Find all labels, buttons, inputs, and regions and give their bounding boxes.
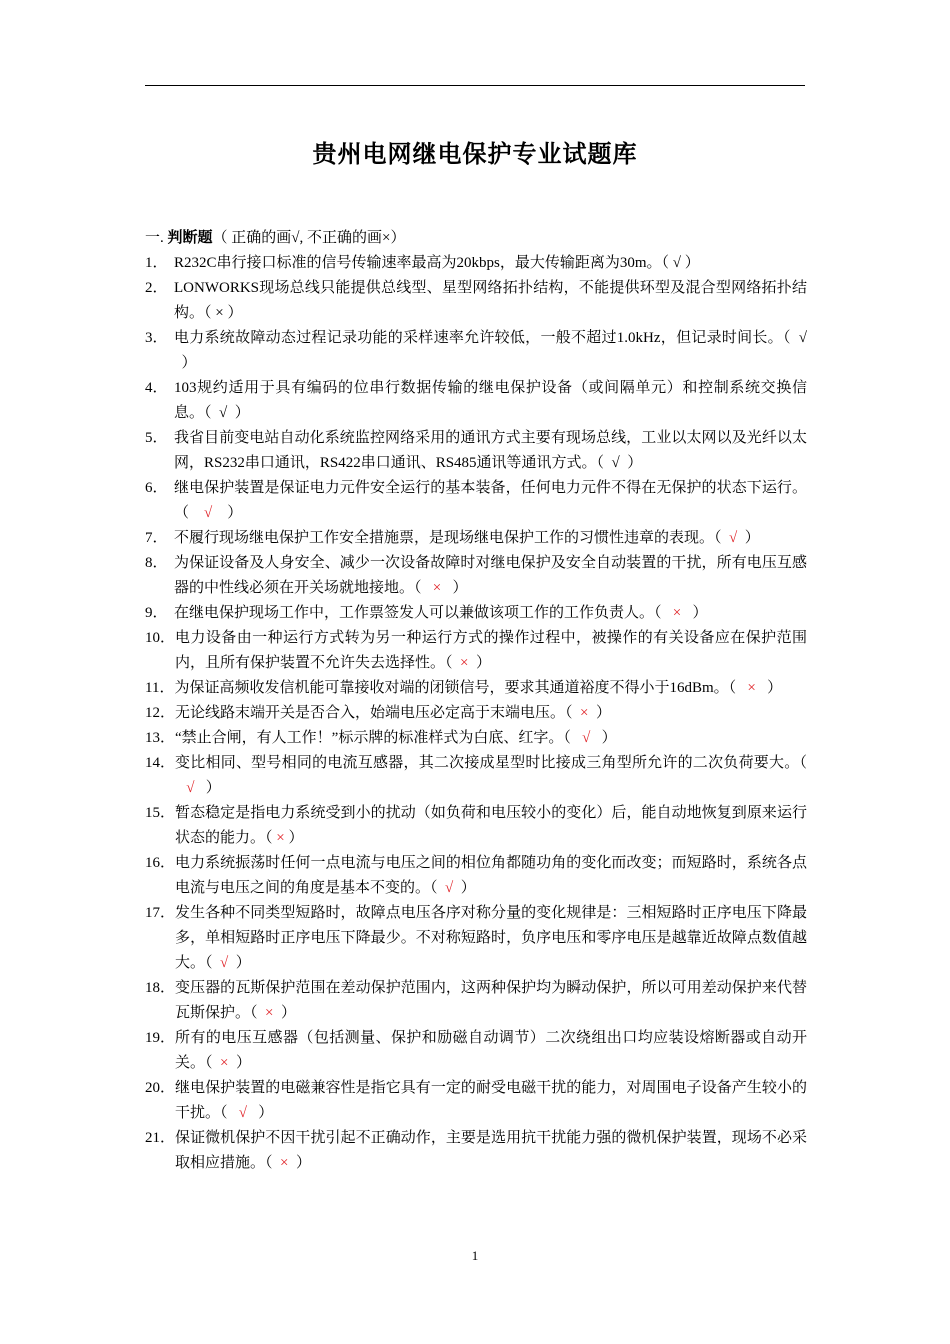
item-statement: “禁止合闸，有人工作！”标示牌的标准样式为白底、红字。（ <box>175 730 571 746</box>
answer-bracket-close: ） <box>235 955 251 971</box>
cross-mark-icon: × <box>432 580 442 596</box>
list-item <box>145 601 807 626</box>
item-statement: 变压器的瓦斯保护范围在差动保护范围内，这两种保护均为瞬动保护，所以可用差动保护来代替瓦斯保护。（ <box>175 980 807 1021</box>
item-text <box>174 276 807 326</box>
list-item <box>145 1126 807 1176</box>
item-text <box>175 801 807 851</box>
check-mark-icon: √ <box>238 1105 248 1121</box>
list-item <box>145 976 807 1026</box>
item-statement: 继电保护装置是保证电力元件安全运行的基本装备，任何电力元件不得在无保护的状态下运行。（ <box>174 480 807 521</box>
list-item <box>145 426 807 476</box>
answer-padding <box>737 530 745 546</box>
item-statement: 无论线路末端开关是否合入，始端电压必定高于末端电压。（ <box>175 705 573 721</box>
item-text <box>174 476 807 526</box>
answer-padding <box>212 505 227 521</box>
header-rule <box>145 85 805 86</box>
answer-padding <box>212 405 220 421</box>
item-text <box>175 751 807 801</box>
item-text <box>175 901 807 976</box>
item-number: 20． <box>145 1080 176 1096</box>
list-item <box>145 276 807 326</box>
item-statement: 电力设备由一种运行方式转为另一种运行方式的操作过程中，被操作的有关设备应在保护范围内，且所有保护装置不允许失去选择性。（ <box>175 630 807 671</box>
item-text <box>175 976 807 1026</box>
section-label: 判断题 <box>167 230 213 246</box>
item-number: 10． <box>145 630 176 646</box>
answer-bracket-close: ） <box>205 780 221 796</box>
list-item <box>145 551 807 601</box>
cross-mark-icon: × <box>460 655 469 671</box>
item-text <box>174 376 807 426</box>
list-item <box>145 701 807 726</box>
list-item <box>145 326 807 376</box>
check-mark-icon: √ <box>204 505 213 521</box>
item-text <box>175 1026 807 1076</box>
check-mark-icon: √ <box>445 880 454 896</box>
answer-padding <box>289 1155 297 1171</box>
check-mark-icon: √ <box>672 255 682 271</box>
item-statement: 变比相同、型号相同的电流互感器，其二次接成星型时比接成三角型所允许的二次负荷要大。（ <box>175 755 807 771</box>
check-mark-icon: √ <box>729 530 738 546</box>
question-list <box>145 251 807 1176</box>
answer-bracket-close: ） <box>684 255 700 271</box>
answer-bracket-close: ） <box>452 580 468 596</box>
item-number: 3． <box>145 330 168 346</box>
item-text <box>175 626 807 676</box>
cross-mark-icon: × <box>220 1055 229 1071</box>
answer-padding <box>189 505 204 521</box>
check-mark-icon: √ <box>186 780 195 796</box>
list-item <box>145 676 807 701</box>
answer-bracket-close: ） <box>181 355 197 371</box>
list-item <box>145 1076 807 1126</box>
list-item <box>145 851 807 901</box>
item-text <box>174 426 807 476</box>
check-mark-icon: √ <box>611 455 620 471</box>
item-number: 21． <box>145 1130 176 1146</box>
item-text <box>175 1076 807 1126</box>
item-statement: LONWORKS现场总线只能提供总线型、星型网络拓扑结构，不能提供环型及混合型网络拓扑结构。（ <box>174 280 807 321</box>
cross-mark-icon: × <box>747 680 756 696</box>
item-text <box>174 526 807 551</box>
list-item <box>145 801 807 851</box>
answer-padding <box>258 1005 266 1021</box>
answer-padding <box>756 680 767 696</box>
answer-bracket-close: ） <box>476 655 492 671</box>
item-text <box>174 551 807 601</box>
answer-padding <box>228 955 236 971</box>
item-number: 14． <box>145 755 176 771</box>
item-statement: 所有的电压互感器（包括测量、保护和励磁自动调节）二次绕组出口均应装设熔断器或自动开关。（ <box>175 1030 807 1071</box>
list-item <box>145 901 807 976</box>
section-note: （ 正确的画√, 不正确的画×） <box>212 230 406 246</box>
item-number: 4． <box>145 380 168 396</box>
check-mark-icon: √ <box>798 330 808 346</box>
answer-padding <box>453 655 461 671</box>
answer-padding <box>573 705 581 721</box>
item-statement: R232C串行接口标准的信号传输速率最高为20kbps，最大传输距离为30m。（ <box>174 255 670 271</box>
answer-bracket-close: ） <box>601 730 617 746</box>
cross-mark-icon: × <box>215 305 224 321</box>
section-number: 一. <box>145 230 164 246</box>
item-statement: 保证微机保护不因干扰引起不正确动作，主要是选用抗干扰能力强的微机保护装置，现场不必采取相应措施。（ <box>175 1130 807 1171</box>
cross-mark-icon: × <box>672 605 682 621</box>
answer-bracket-close: ） <box>627 455 643 471</box>
answer-padding <box>228 1105 239 1121</box>
answer-padding <box>469 655 477 671</box>
answer-padding <box>213 1055 221 1071</box>
item-number: 2． <box>145 280 168 296</box>
document-body <box>145 226 807 1176</box>
item-number: 7． <box>145 530 168 546</box>
answer-padding <box>589 705 597 721</box>
answer-bracket-close: ） <box>296 1155 312 1171</box>
item-text <box>175 726 807 751</box>
answer-bracket-close: ） <box>288 830 304 846</box>
item-statement: 103规约适用于具有编码的位串行数据传输的继电保护设备（或间隔单元）和控制系统交换信息。（ <box>174 380 807 421</box>
answer-padding <box>195 780 206 796</box>
answer-padding <box>229 1055 237 1071</box>
answer-padding <box>213 955 221 971</box>
list-item <box>145 251 807 276</box>
answer-padding <box>662 605 673 621</box>
cross-mark-icon: × <box>280 1155 289 1171</box>
answer-bracket-close: ） <box>258 1105 274 1121</box>
answer-padding <box>247 1105 258 1121</box>
answer-bracket-close: ） <box>692 605 708 621</box>
item-number: 6． <box>145 480 168 496</box>
answer-padding <box>590 730 601 746</box>
page-title: 贵州电网继电保护专业试题库 <box>312 140 638 168</box>
item-statement: 继电保护装置的电磁兼容性是指它具有一定的耐受电磁干扰的能力，对周围电子设备产生较小的干扰。（ <box>175 1080 807 1121</box>
section-heading <box>145 226 807 251</box>
answer-bracket-close: ） <box>234 405 250 421</box>
answer-padding <box>174 355 182 371</box>
item-statement: 发生各种不同类型短路时，故障点电压各序对称分量的变化规律是：三相短路时正序电压下降最多，单相短路时正序电压下降最少。不对称短路时，负序电压和零序电压是越靠近故障点数值越大。（ <box>175 905 807 971</box>
list-item <box>145 476 807 526</box>
answer-padding <box>681 605 692 621</box>
item-number: 13． <box>145 730 176 746</box>
answer-bracket-close: ） <box>460 880 476 896</box>
check-mark-icon: √ <box>220 955 229 971</box>
item-text <box>174 601 807 626</box>
answer-padding <box>441 580 452 596</box>
item-number: 1． <box>145 255 168 271</box>
answer-bracket-close: ） <box>767 680 783 696</box>
item-number: 9． <box>145 605 168 621</box>
answer-padding <box>422 580 433 596</box>
item-statement: 在继电保护现场工作中，工作票签发人可以兼做该项工作的工作负责人。（ <box>174 605 662 621</box>
cross-mark-icon: × <box>265 1005 274 1021</box>
item-number: 12． <box>145 705 176 721</box>
list-item <box>145 526 807 551</box>
answer-bracket-close: ） <box>596 705 612 721</box>
answer-bracket-close: ） <box>227 305 243 321</box>
answer-padding <box>736 680 747 696</box>
list-item <box>145 726 807 751</box>
item-statement: 电力系统故障动态过程记录功能的采样速率允许较低，一般不超过1.0kHz，但记录时间长。（ <box>174 330 791 346</box>
check-mark-icon: √ <box>582 730 591 746</box>
answer-bracket-close: ） <box>227 505 243 521</box>
answer-padding <box>453 880 461 896</box>
answer-padding <box>791 330 799 346</box>
answer-padding <box>722 530 730 546</box>
item-statement: 我省目前变电站自动化系统监控网络采用的通讯方式主要有现场总线，工业以太网以及光纤以太网，RS232串口通讯，RS422串口通讯、RS485通讯等通讯方式。（ <box>174 430 807 471</box>
item-text <box>175 851 807 901</box>
list-item <box>145 376 807 426</box>
answer-bracket-close: ） <box>281 1005 297 1021</box>
item-number: 17． <box>145 905 176 921</box>
answer-padding <box>273 1155 281 1171</box>
item-statement: 不履行现场继电保护工作安全措施票，是现场继电保护工作的习惯性违章的表现。（ <box>174 530 722 546</box>
answer-padding <box>274 1005 282 1021</box>
cross-mark-icon: × <box>580 705 589 721</box>
item-number: 11． <box>145 680 175 696</box>
answer-bracket-close: ） <box>744 530 760 546</box>
item-number: 16． <box>145 855 176 871</box>
answer-padding <box>438 880 446 896</box>
answer-padding <box>604 455 612 471</box>
list-item <box>145 751 807 801</box>
list-item <box>145 626 807 676</box>
item-statement: 暂态稳定是指电力系统受到小的扰动（如负荷和电压较小的变化）后，能自动地恢复到原来运行状态的能力。（ <box>175 805 807 846</box>
item-text <box>174 251 807 276</box>
page-number: 1 <box>471 1248 479 1263</box>
item-text <box>175 1126 807 1176</box>
item-text <box>174 326 807 376</box>
cross-mark-icon: × <box>276 830 285 846</box>
item-statement: 为保证设备及人身安全、减少一次设备故障时对继电保护及安全自动装置的干扰，所有电压互感器的中性线必须在开关场就地接地。（ <box>174 555 807 596</box>
item-number: 18． <box>145 980 176 996</box>
answer-padding <box>571 730 582 746</box>
item-number: 15． <box>145 805 176 821</box>
item-number: 19． <box>145 1030 176 1046</box>
item-text <box>174 676 807 701</box>
check-mark-icon: √ <box>219 405 228 421</box>
list-item <box>145 1026 807 1076</box>
item-number: 5． <box>145 430 168 446</box>
answer-padding <box>175 780 186 796</box>
item-text <box>175 701 807 726</box>
answer-padding <box>227 405 235 421</box>
item-number: 8． <box>145 555 168 571</box>
item-statement: 为保证高频收发信机能可靠接收对端的闭锁信号，要求其通道裕度不得小于16dBm。（ <box>174 680 737 696</box>
item-statement: 电力系统振荡时任何一点电流与电压之间的相位角都随功角的变化而改变；而短路时，系统各点电流与电压之间的角度是基本不变的。（ <box>175 855 807 896</box>
answer-bracket-close: ） <box>236 1055 252 1071</box>
